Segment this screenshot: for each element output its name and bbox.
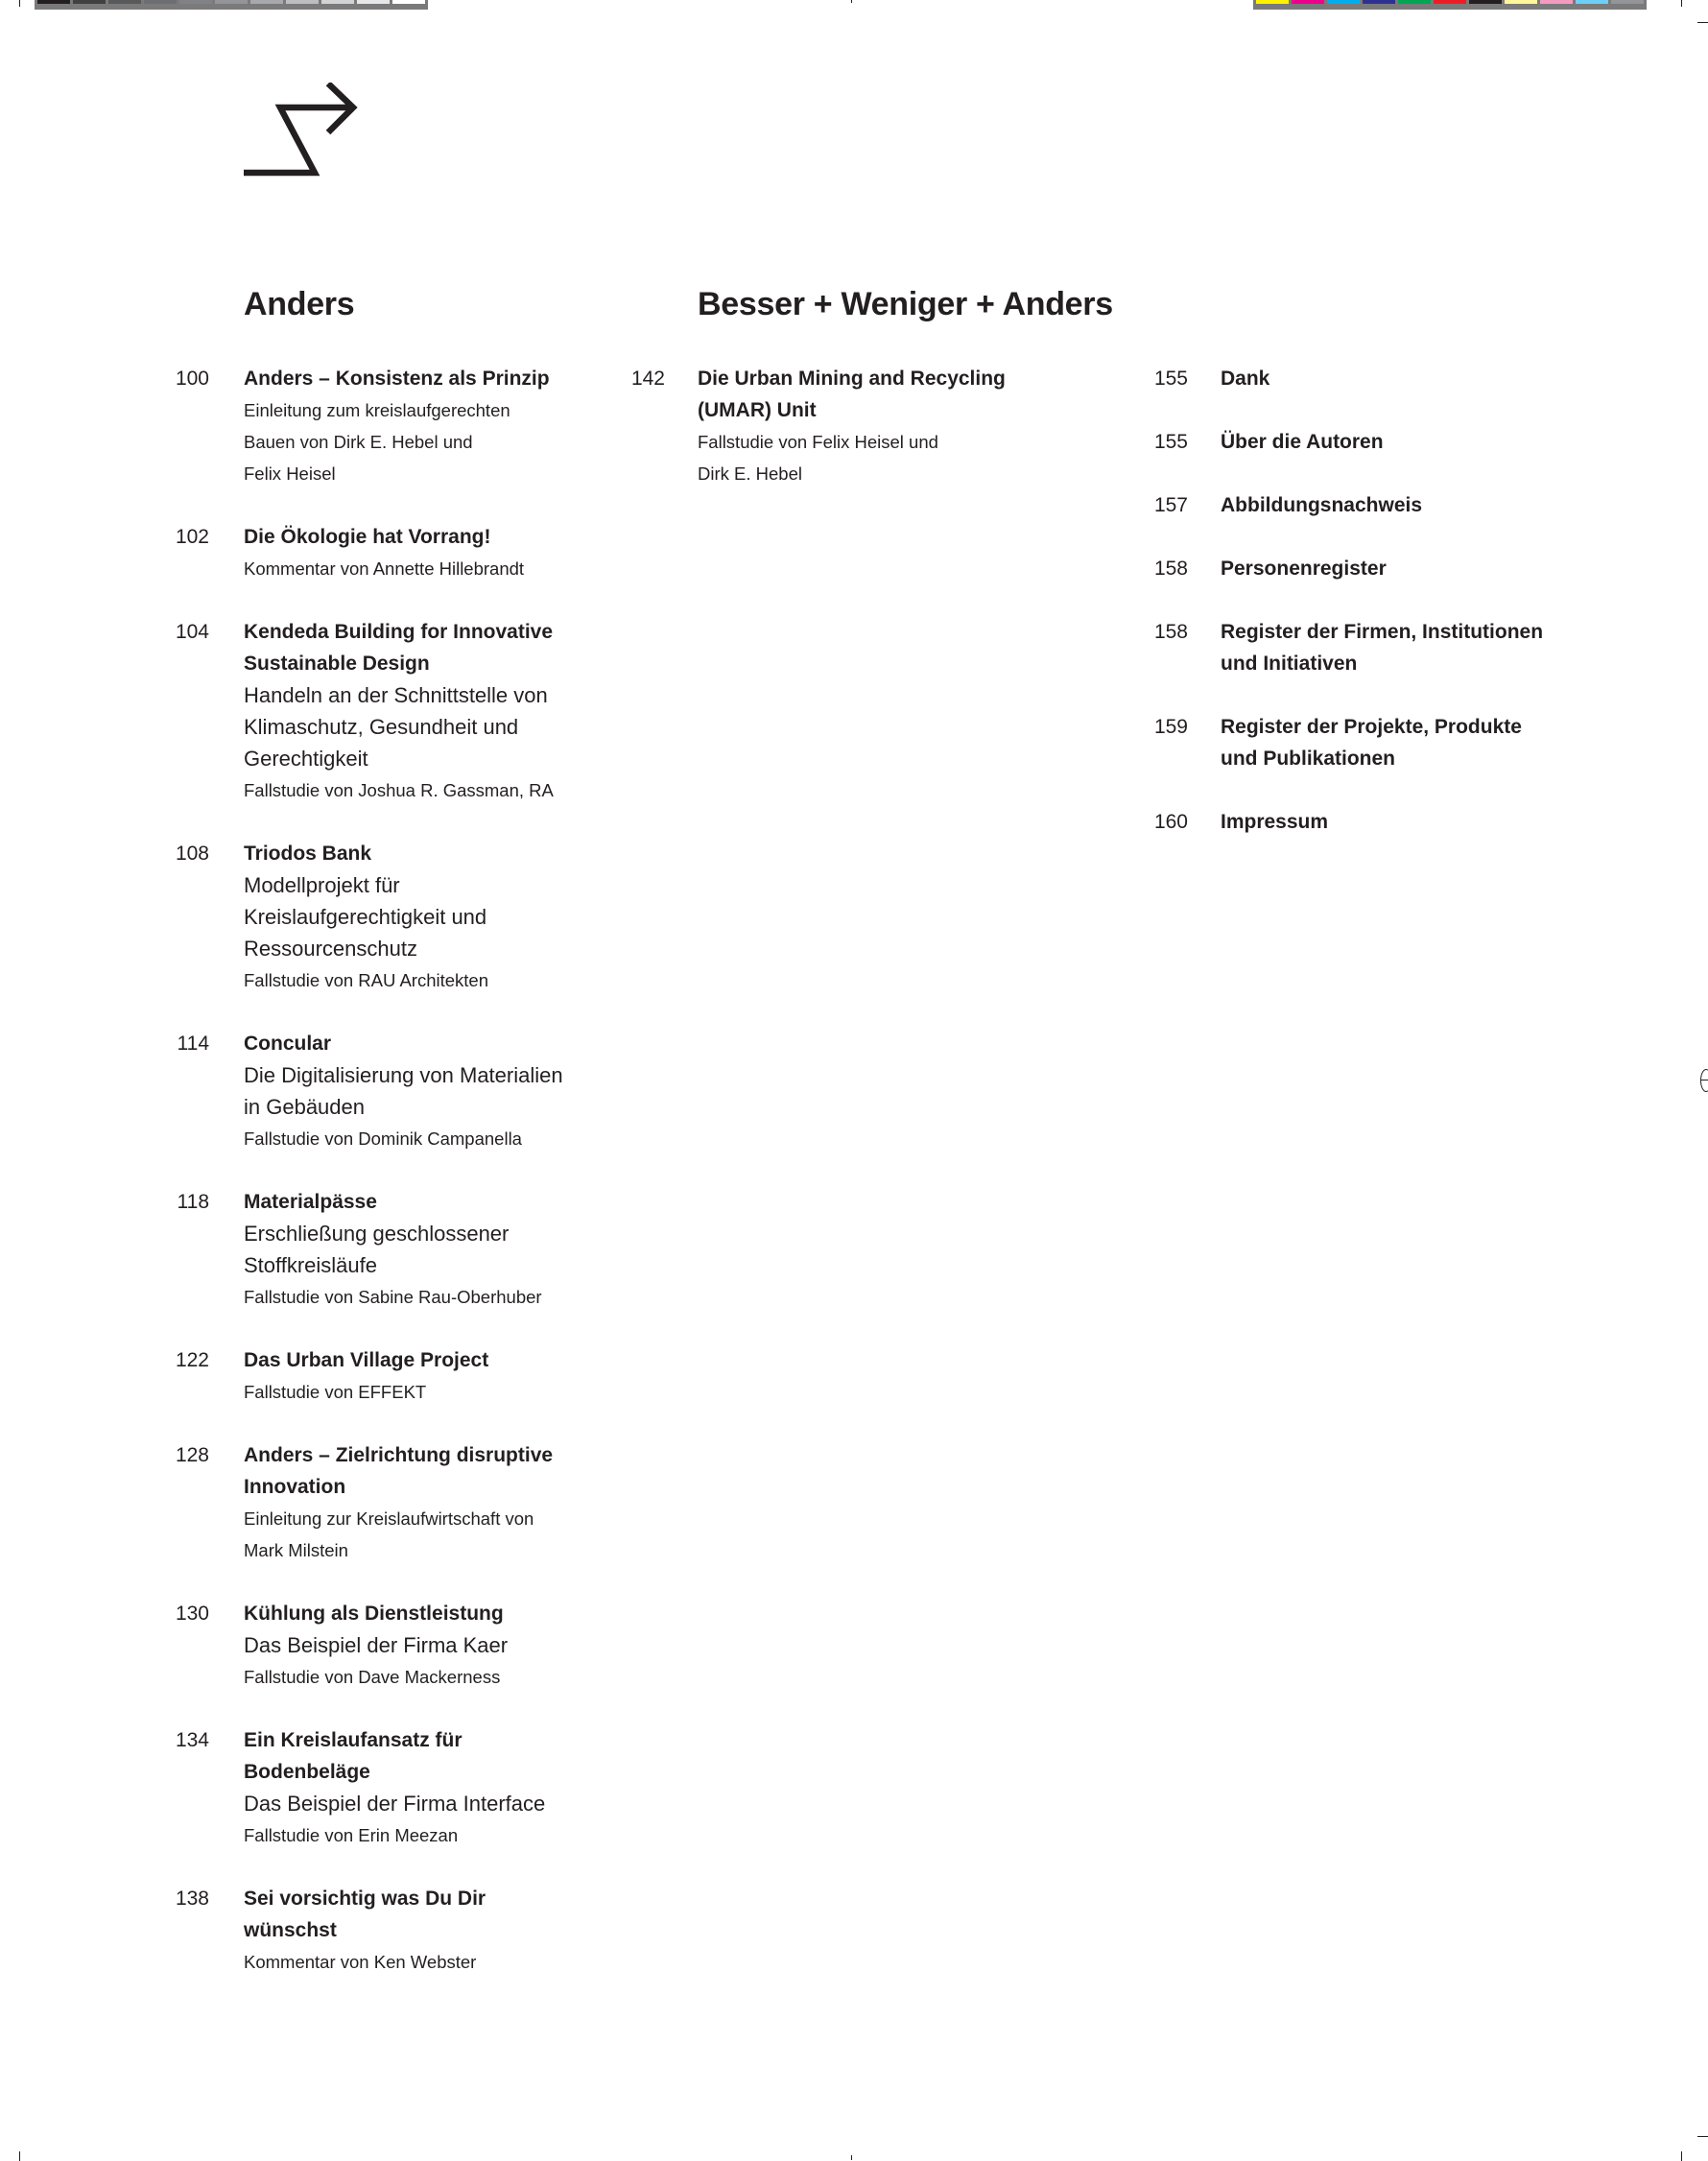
entry-text — [244, 1724, 618, 1851]
entry-author: Fallstudie von Felix Heisel und Dirk E. Hebel — [698, 432, 938, 484]
crop-mark — [1697, 2136, 1708, 2137]
calibration-swatch — [1576, 0, 1608, 4]
toc-entry[interactable] — [1153, 489, 1624, 521]
calibration-swatch — [392, 0, 425, 4]
entry-title: Abbildungsnachweis — [1221, 494, 1423, 516]
registration-mark — [1700, 1069, 1708, 1092]
page-number: 134 — [175, 1729, 209, 1751]
toc-entry[interactable] — [1153, 363, 1624, 394]
entry-text — [244, 838, 618, 996]
calibration-swatch — [1327, 0, 1360, 4]
entry-author: Kommentar von Annette Hillebrandt — [244, 558, 525, 579]
page-number: 118 — [177, 1191, 209, 1213]
page-number: 160 — [1153, 811, 1188, 833]
toc-entry[interactable] — [177, 1028, 618, 1154]
toc-entry[interactable] — [1153, 711, 1624, 774]
calibration-swatch — [1256, 0, 1289, 4]
toc-entry[interactable] — [1153, 553, 1624, 584]
entry-title: Sei vorsichtig was Du Dir wünschst — [244, 1888, 486, 1941]
entry-text — [1221, 616, 1624, 679]
page-number: 102 — [175, 526, 209, 548]
page-number: 104 — [175, 621, 209, 643]
page-number: 114 — [177, 1033, 209, 1055]
entry-text — [1221, 363, 1624, 394]
entry-text — [244, 1344, 618, 1408]
toc-entry[interactable] — [175, 1883, 618, 1978]
entry-title: Kühlung als Dienstleistung — [244, 1603, 504, 1625]
entry-title: Anders – Konsistenz als Prinzip — [244, 368, 550, 390]
entry-text — [1221, 711, 1624, 774]
entry-text — [244, 521, 618, 584]
section-heading-besser-weniger-anders: Besser + Weniger + Anders — [698, 286, 1113, 322]
calibration-swatch — [37, 0, 70, 4]
page-number: 128 — [175, 1444, 209, 1466]
calibration-swatch — [1469, 0, 1502, 4]
crop-mark — [1697, 22, 1708, 23]
entry-title: Register der Firmen, Institutionen und Initiativen — [1221, 621, 1544, 675]
calibration-swatch — [1611, 0, 1644, 4]
page-number: 158 — [1153, 558, 1188, 580]
entry-title: Triodos Bank — [244, 843, 372, 865]
page-number: 122 — [175, 1349, 209, 1371]
entry-title: Die Urban Mining and Recycling (UMAR) Unit — [698, 368, 1006, 421]
entry-author: Fallstudie von RAU Architekten — [244, 970, 489, 990]
calibration-swatch — [215, 0, 248, 4]
entry-author: Fallstudie von Dominik Campanella — [244, 1128, 522, 1149]
entry-author: Fallstudie von Dave Mackerness — [244, 1667, 501, 1687]
calibration-swatch — [1505, 0, 1537, 4]
calibration-swatch — [1434, 0, 1466, 4]
entry-text — [244, 1028, 618, 1154]
entry-text — [244, 1186, 618, 1313]
toc-entry[interactable] — [1153, 806, 1624, 838]
entry-title: Die Ökologie hat Vorrang! — [244, 526, 491, 548]
calibration-swatch — [73, 0, 106, 4]
entry-text — [244, 616, 618, 806]
crop-mark — [1681, 0, 1682, 7]
toc-entry[interactable] — [1153, 426, 1624, 458]
toc-entry[interactable] — [175, 521, 618, 584]
entry-text — [244, 1883, 618, 1978]
entry-text — [244, 1598, 618, 1693]
crop-mark — [19, 2151, 20, 2161]
crop-mark — [1681, 2151, 1682, 2161]
calibration-swatch — [179, 0, 212, 4]
entry-author: Fallstudie von Sabine Rau-Oberhuber — [244, 1287, 542, 1307]
page-number: 138 — [175, 1888, 209, 1910]
entry-title: Über die Autoren — [1221, 431, 1384, 453]
entry-text — [1221, 489, 1624, 521]
entry-title: Kendeda Building for Innovative Sustainable Design — [244, 621, 554, 675]
toc-entry[interactable] — [175, 616, 618, 806]
entry-author: Einleitung zum kreislaufgerechten Bauen von Dirk E. Hebel und Felix Heisel — [244, 400, 510, 484]
entry-subtitle: Das Beispiel der Firma Interface — [244, 1792, 546, 1816]
entry-author: Fallstudie von Joshua R. Gassman, RA — [244, 780, 554, 800]
toc-entry[interactable] — [175, 1439, 618, 1566]
entry-title: Dank — [1221, 368, 1270, 390]
crop-mark — [851, 2155, 852, 2160]
entry-subtitle: Erschließung geschlossener Stoffkreisläufe — [244, 1222, 510, 1277]
entry-author: Fallstudie von Erin Meezan — [244, 1825, 459, 1845]
entry-text — [1221, 426, 1624, 458]
entry-title: Register der Projekte, Produkte und Publikationen — [1221, 716, 1522, 770]
page-number: 130 — [175, 1603, 209, 1625]
toc-entry[interactable] — [1153, 616, 1624, 679]
calibration-swatch — [108, 0, 141, 4]
toc-entry[interactable] — [175, 1724, 618, 1851]
entry-title: Das Urban Village Project — [244, 1349, 489, 1371]
toc-entry[interactable] — [630, 363, 1043, 489]
crop-mark — [851, 0, 852, 3]
toc-column-besser-weniger-anders — [630, 363, 1043, 521]
calibration-swatch — [286, 0, 319, 4]
entry-text — [698, 363, 1043, 489]
calibration-swatch — [144, 0, 177, 4]
entry-subtitle: Handeln an der Schnittstelle von Klimaschutz, Gesundheit und Gerechtigkeit — [244, 683, 548, 771]
entry-title: Personenregister — [1221, 558, 1387, 580]
calibration-swatch — [250, 0, 283, 4]
toc-entry[interactable] — [175, 363, 618, 489]
zigzag-arrow-icon — [242, 83, 367, 178]
page-number: 155 — [1153, 431, 1188, 453]
calibration-swatch — [1292, 0, 1324, 4]
crop-mark — [19, 0, 20, 7]
page-number: 142 — [630, 368, 665, 390]
entry-subtitle: Modellprojekt für Kreislaufgerechtigkeit und Ressourcenschutz — [244, 873, 487, 961]
calibration-swatch — [1398, 0, 1431, 4]
toc-entry[interactable] — [177, 1186, 618, 1313]
entry-text — [244, 1439, 618, 1566]
page-number: 100 — [175, 368, 209, 390]
calibration-swatch — [1363, 0, 1395, 4]
toc-entry[interactable] — [175, 1344, 618, 1408]
color-calibration-bar — [1253, 0, 1647, 10]
page-number: 108 — [175, 843, 209, 865]
entry-author: Fallstudie von EFFEKT — [244, 1382, 427, 1402]
page-number: 159 — [1153, 716, 1188, 738]
page-number: 158 — [1153, 621, 1188, 643]
calibration-swatch — [357, 0, 390, 4]
toc-column-appendix — [1153, 363, 1624, 869]
entry-title: Impressum — [1221, 811, 1329, 833]
entry-title: Materialpässe — [244, 1191, 377, 1213]
entry-author: Kommentar von Ken Webster — [244, 1952, 477, 1972]
entry-title: Anders – Zielrichtung disruptive Innovation — [244, 1444, 554, 1498]
entry-title: Ein Kreislaufansatz für Bodenbeläge — [244, 1729, 463, 1783]
toc-column-anders — [175, 363, 618, 2009]
calibration-swatch — [321, 0, 354, 4]
entry-text — [1221, 806, 1624, 838]
entry-author: Einleitung zur Kreislaufwirtschaft von Mark Milstein — [244, 1508, 534, 1560]
entry-subtitle: Das Beispiel der Firma Kaer — [244, 1633, 509, 1657]
page-number: 155 — [1153, 368, 1188, 390]
calibration-swatch — [1540, 0, 1573, 4]
entry-text — [1221, 553, 1624, 584]
entry-title: Concular — [244, 1033, 332, 1055]
page-number: 157 — [1153, 494, 1188, 516]
toc-entry[interactable] — [175, 838, 618, 996]
entry-text — [244, 363, 618, 489]
section-heading-anders: Anders — [244, 286, 355, 322]
grayscale-calibration-bar — [35, 0, 428, 10]
entry-subtitle: Die Digitalisierung von Materialien in Gebäuden — [244, 1063, 563, 1119]
toc-entry[interactable] — [175, 1598, 618, 1693]
